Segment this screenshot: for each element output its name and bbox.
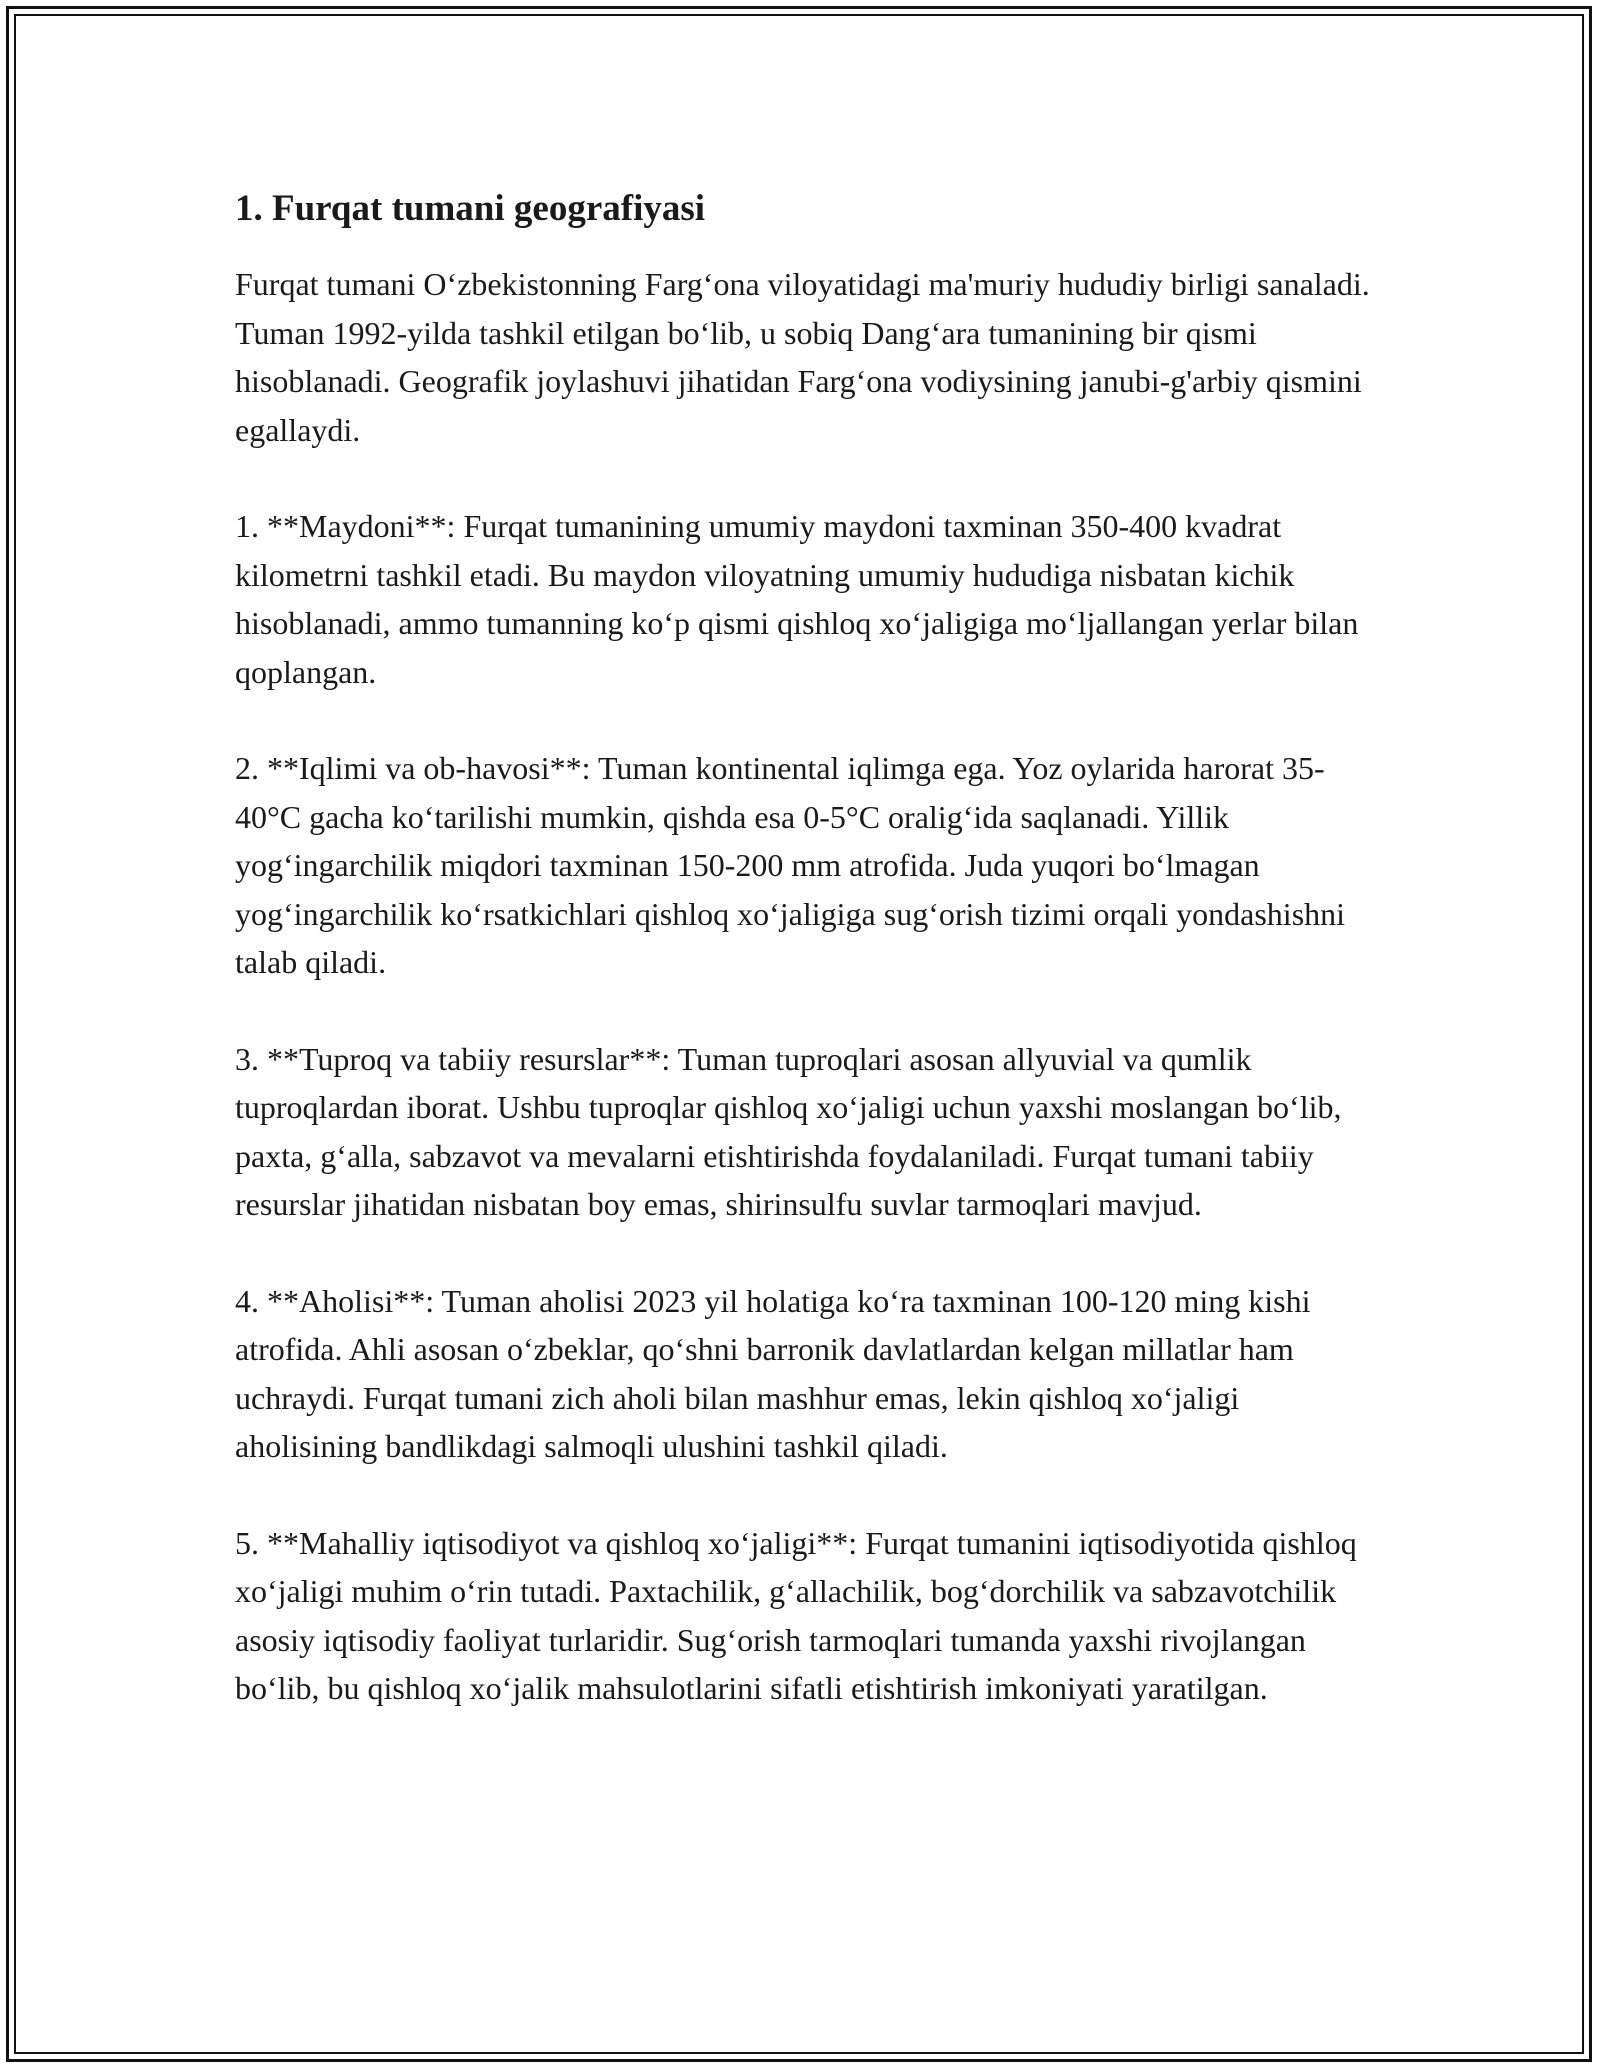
document-title: 1. Furqat tumani geografiyasi	[235, 188, 706, 229]
document-body	[235, 186, 1370, 1761]
paragraph-climate: 2. **Iqlimi va ob-havosi**: Tuman kontinental iqlimga ega. Yoz oylarida harorat 35-40°C gacha ko‘tarilishi mumkin, qishda esa 0-5°C oralig‘ida saqlanadi. Yillik yog‘ingarchilik miqdori taxminan 150-200 mm atrofida. Juda yuqori bo‘lmagan yog‘ingarchilik ko‘rsatkichlari qishloq xo‘jaligiga sug‘orish tizimi orqali yondashishni talab qiladi.	[235, 750, 1346, 981]
paragraph-area: 1. **Maydoni**: Furqat tumanining umumiy maydoni taxminan 350-400 kvadrat kilometrni tashkil etadi. Bu maydon viloyatning umumiy hududiga nisbatan kichik hisoblanadi, ammo tumanning ko‘p qismi qishloq xo‘jaligiga mo‘ljallangan yerlar bilan qoplangan.	[235, 508, 1359, 690]
paragraph-population: 4. **Aholisi**: Tuman aholisi 2023 yil holatiga ko‘ra taxminan 100-120 ming kishi atrofida. Ahli asosan o‘zbeklar, qo‘shni barronik davlatlardan kelgan millatlar ham uchraydi. Furqat tumani zich aholi bilan mashhur emas, lekin qishloq xo‘jaligi aholisining bandlikdagi salmoqli ulushini tashkil qiladi.	[235, 1282, 1311, 1465]
paragraph-economy: 5. **Mahalliy iqtisodiyot va qishloq xo‘jaligi**: Furqat tumanini iqtisodiyotida qishloq xo‘jaligi muhim o‘rin tutadi. Paxtachilik, g‘allachilik, bog‘dorchilik va sabzavotchilik asosiy iqtisodiy faoliyat turlaridir. Sug‘orish tarmoqlari tumanda yaxshi rivojlangan bo‘lib, bu qishloq xo‘jalik mahsulotlarini sifatli etishtirish imkoniyati yaratilgan.	[235, 1524, 1357, 1707]
paragraph-intro: Furqat tumani O‘zbekistonning Farg‘ona viloyatidagi ma'muriy hududiy birligi sanaladi. Tuman 1992-yilda tashkil etilgan bo‘lib, u sobiq Dang‘ara tumanining bir qismi hisoblanadi. Geografik joylashuvi jihatidan Farg‘ona vodiysining janubi-g'arbiy qismini egallaydi.	[235, 266, 1370, 448]
paragraph-soil-resources: 3. **Tuproq va tabiiy resurslar**: Tuman tuproqlari asosan allyuvial va qumlik tuproqlardan iborat. Ushbu tuproqlar qishloq xo‘jaligi uchun yaxshi moslangan bo‘lib, paxta, g‘alla, sabzavot va mevalarni etishtirishda foydalaniladi. Furqat tumani tabiiy resurslar jihatidan nisbatan boy emas, shirinsulfu suvlar tarmoqlari mavjud.	[235, 1040, 1342, 1223]
